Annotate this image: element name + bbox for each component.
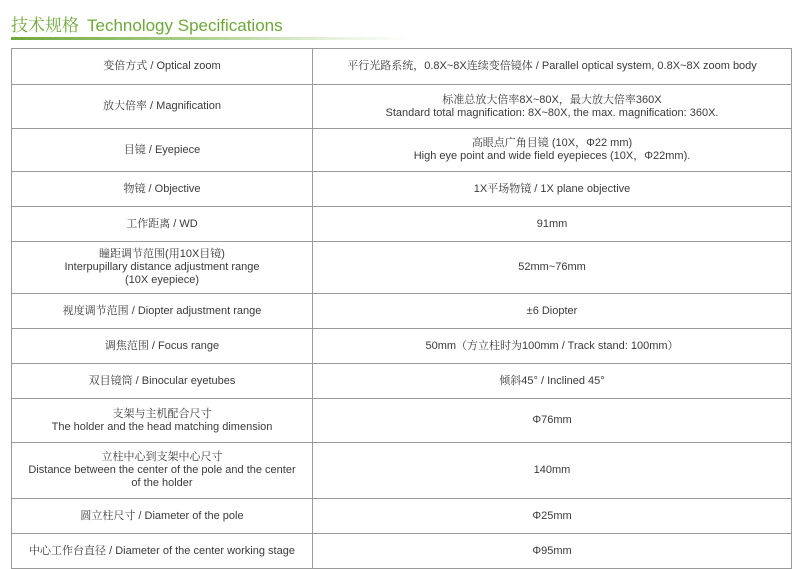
spec-value-line: 140mm bbox=[533, 464, 571, 476]
spec-label-cell bbox=[12, 129, 313, 172]
spec-value-cell bbox=[313, 443, 792, 499]
spec-label-line: 变倍方式 / Optical zoom bbox=[103, 60, 221, 72]
spec-value-line: 倾斜45° / Inclined 45° bbox=[499, 374, 605, 387]
table-row bbox=[12, 443, 792, 499]
table-row bbox=[12, 49, 792, 85]
spec-value-cell bbox=[313, 399, 792, 443]
spec-value-line: Φ25mm bbox=[532, 509, 572, 522]
spec-label-line: 圆立柱尺寸 / Diameter of the pole bbox=[80, 509, 244, 522]
spec-value-cell bbox=[313, 294, 792, 329]
spec-value-cell bbox=[313, 172, 792, 207]
spec-value-line: High eye point and wide field eyepieces (10X，Φ22mm). bbox=[413, 150, 691, 162]
page-title bbox=[11, 11, 283, 36]
spec-value-line: 91mm bbox=[536, 217, 568, 230]
spec-value-cell bbox=[313, 364, 792, 399]
spec-label-cell bbox=[12, 329, 313, 364]
spec-value-line: 平行光路系统，0.8X~8X连续变倍镜体 / Parallel optical system, 0.8X~8X zoom body bbox=[347, 60, 757, 72]
spec-label-line: 立柱中心到支架中心尺寸 bbox=[101, 451, 223, 463]
table-row bbox=[12, 242, 792, 294]
spec-value-line: 高眼点广角目镜 (10X，Φ22 mm) bbox=[471, 137, 633, 149]
spec-value-line: Φ76mm bbox=[532, 414, 572, 426]
spec-value-line: 标准总放大倍率8X~80X，最大放大倍率360X bbox=[442, 93, 662, 106]
spec-value-line: 50mm（方立柱时为100mm / Track stand: 100mm） bbox=[425, 339, 679, 352]
title-underline bbox=[11, 37, 411, 40]
table-row bbox=[12, 329, 792, 364]
spec-label-line: 瞳距调节范围(用10X目镜) bbox=[99, 248, 225, 260]
spec-label-line: 中心工作台直径 / Diameter of the center working stage bbox=[29, 544, 295, 557]
spec-label-line: 调焦范围 / Focus range bbox=[104, 339, 220, 352]
spec-value-line: Φ95mm bbox=[532, 544, 572, 557]
spec-label-line: 放大倍率 / Magnification bbox=[103, 100, 221, 112]
spec-label-cell bbox=[12, 499, 313, 534]
spec-label-line: The holder and the head matching dimension bbox=[51, 420, 273, 433]
spec-label-line: (10X eyepiece) bbox=[125, 274, 199, 286]
spec-label-line: Distance between the center of the pole and the center bbox=[28, 464, 296, 476]
spec-value-line: Standard total magnification: 8X~80X, the max. magnification: 360X. bbox=[385, 106, 719, 119]
spec-value-cell bbox=[313, 85, 792, 129]
spec-value-cell bbox=[313, 207, 792, 242]
spec-value-cell bbox=[313, 499, 792, 534]
spec-label-line: 视度调节范围 / Diopter adjustment range bbox=[62, 304, 262, 317]
spec-value-cell bbox=[313, 534, 792, 569]
spec-label-line: of the holder bbox=[131, 477, 193, 489]
spec-value-cell bbox=[313, 49, 792, 85]
table-row bbox=[12, 294, 792, 329]
spec-label-cell bbox=[12, 207, 313, 242]
spec-value-line: ±6 Diopter bbox=[526, 304, 578, 317]
spec-label-cell bbox=[12, 443, 313, 499]
spec-label-line: 目镜 / Eyepiece bbox=[123, 143, 201, 156]
spec-label-cell bbox=[12, 242, 313, 294]
spec-label-cell bbox=[12, 534, 313, 569]
table-row bbox=[12, 85, 792, 129]
spec-label-line: Interpupillary distance adjustment range bbox=[64, 261, 260, 273]
spec-label-cell bbox=[12, 85, 313, 129]
table-row bbox=[12, 172, 792, 207]
table-row bbox=[12, 499, 792, 534]
spec-label-cell bbox=[12, 172, 313, 207]
spec-value-line: 52mm~76mm bbox=[518, 261, 586, 273]
table-row bbox=[12, 129, 792, 172]
spec-label-cell bbox=[12, 294, 313, 329]
spec-label-cell bbox=[12, 364, 313, 399]
specifications-table bbox=[11, 48, 792, 569]
table-row bbox=[12, 399, 792, 443]
title-english: Technology Specifications bbox=[87, 16, 283, 35]
spec-label-line: 双目镜筒 / Binocular eyetubes bbox=[88, 374, 236, 387]
spec-value-cell bbox=[313, 129, 792, 172]
title-chinese: 技术规格 bbox=[11, 16, 79, 35]
spec-label-line: 工作距离 / WD bbox=[126, 217, 198, 230]
spec-label-cell bbox=[12, 399, 313, 443]
spec-label-line: 物镜 / Objective bbox=[123, 182, 201, 195]
spec-value-cell bbox=[313, 242, 792, 294]
table-row bbox=[12, 364, 792, 399]
spec-label-line: 支架与主机配合尺寸 bbox=[112, 407, 212, 420]
table-row bbox=[12, 207, 792, 242]
spec-value-cell bbox=[313, 329, 792, 364]
table-row bbox=[12, 534, 792, 569]
spec-label-cell bbox=[12, 49, 313, 85]
spec-value-line: 1X平场物镜 / 1X plane objective bbox=[473, 182, 631, 195]
